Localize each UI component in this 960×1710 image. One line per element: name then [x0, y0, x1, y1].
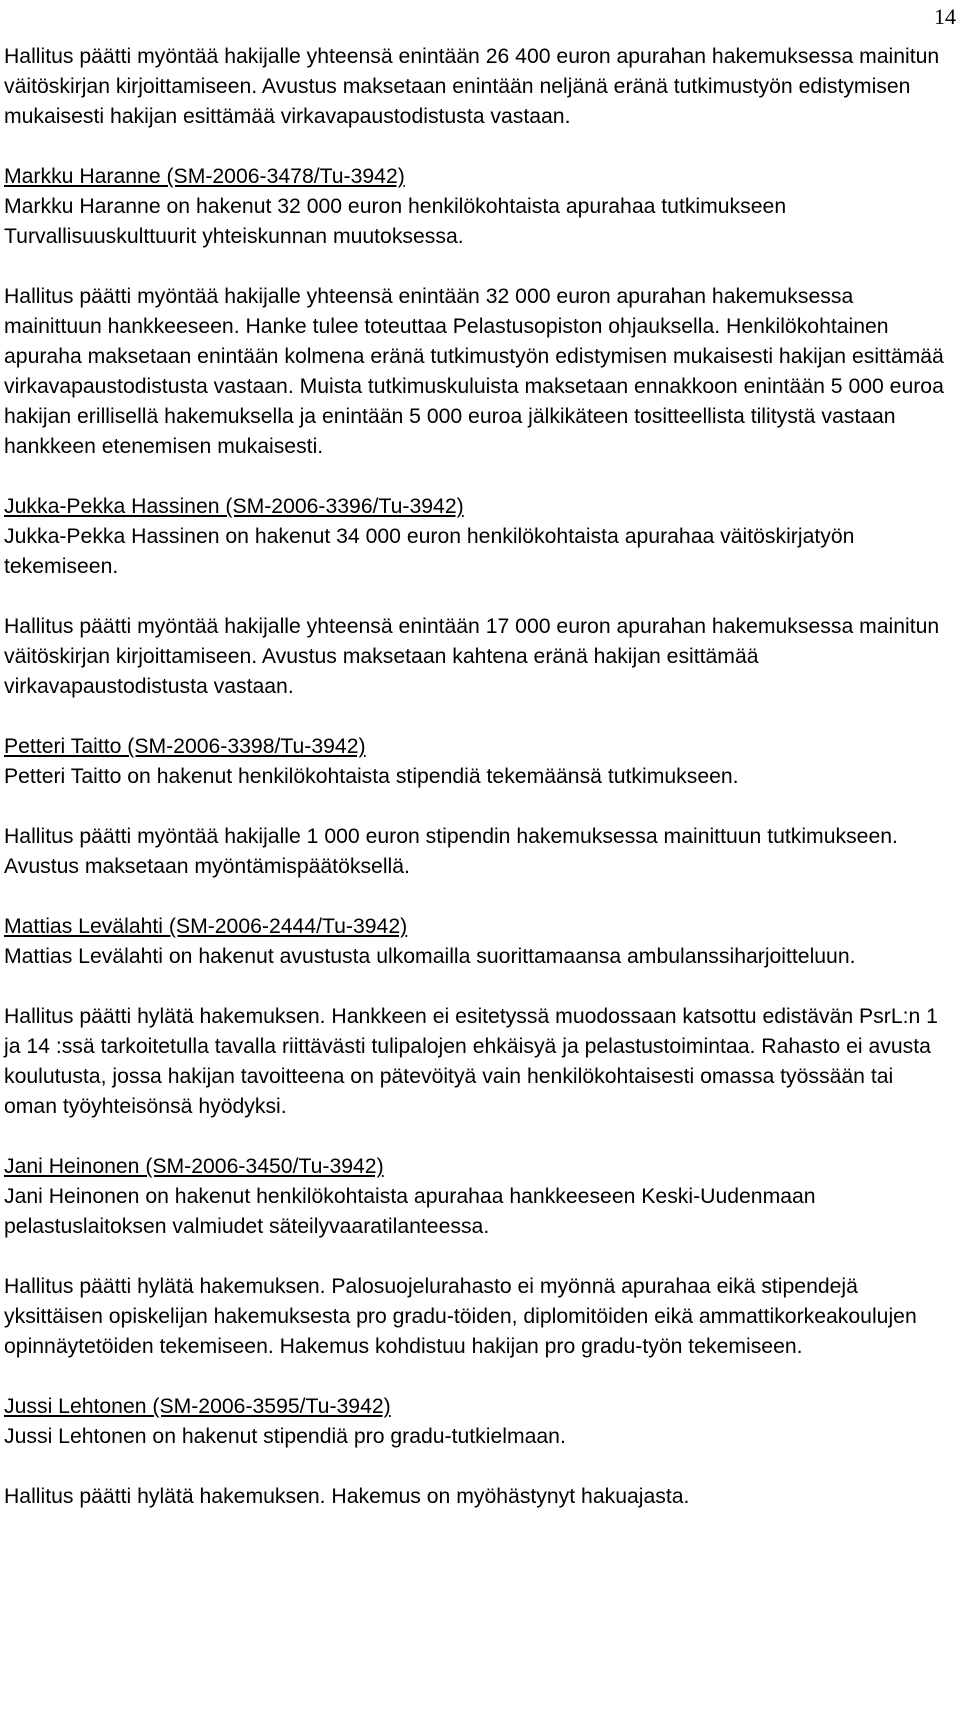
entry-lehtonen [4, 1392, 944, 1452]
entry-haranne [4, 162, 944, 252]
intro-decision-paragraph: Hallitus päätti myöntää hakijalle yhteensä enintään 26 400 euron apurahan hakemuksessa mainitun väitöskirjan kirjoittamiseen. Avustus maksetaan enintään neljänä eränä tutkimustyön edistymisen mukaisesti hakijan esittämää virkavapaustodistusta vastaan. [4, 45, 940, 128]
entry-heading: Mattias Levälahti (SM-2006-2444/Tu-3942) [4, 915, 408, 938]
entry-request: Jussi Lehtonen on hakenut stipendiä pro gradu-tutkielmaan. [4, 1425, 566, 1448]
entry-heading: Markku Haranne (SM-2006-3478/Tu-3942) [4, 165, 405, 188]
entry-heinonen [4, 1152, 944, 1242]
entry-heading: Jukka-Pekka Hassinen (SM-2006-3396/Tu-3942) [4, 495, 464, 518]
entry-decision: Hallitus päätti myöntää hakijalle yhteensä enintään 32 000 euron apurahan hakemuksessa mainittuun hankkeeseen. Hanke tulee toteuttaa Pelastusopiston ohjauksella. Henkilökohtainen apuraha maksetaan enintään kolmena eränä tutkimustyön edistymisen mukaisesti hakijan esittämää virkavapaustodistusta vastaan. Muista tutkimuskuluista maksetaan ennakkoon enintään 5 000 euroa hakijan erillisellä hakemuksella ja enintään 5 000 euroa jälkikäteen tositteellista tilitystä vastaan hankkeen etenemisen mukaisesti. [4, 285, 944, 458]
entry-heading: Petteri Taitto (SM-2006-3398/Tu-3942) [4, 735, 366, 758]
entry-decision: Hallitus päätti hylätä hakemuksen. Hankkeen ei esitetyssä muodossaan katsottu edistävän PsrL:n 1 ja 14 :ssä tarkoitetulla tavalla riittävästi tulipalojen ehkäisyä ja pelastustoimintaa. Rahasto ei avusta koulutusta, jossa hakijan tavoitteena on pätevöityä vain henkilökohtaisesti omassa työssään tai oman työyhteisönsä hyödyksi. [4, 1005, 938, 1118]
entry-decision: Hallitus päätti myöntää hakijalle 1 000 euron stipendin hakemuksessa mainittuun tutkimukseen. Avustus maksetaan myöntämispäätöksellä. [4, 825, 898, 878]
entry-heading: Jussi Lehtonen (SM-2006-3595/Tu-3942) [4, 1395, 391, 1418]
entry-heading: Jani Heinonen (SM-2006-3450/Tu-3942) [4, 1155, 384, 1178]
entry-decision: Hallitus päätti myöntää hakijalle yhteensä enintään 17 000 euron apurahan hakemuksessa mainitun väitöskirjan kirjoittamiseen. Avustus maksetaan kahtena eränä hakijan esittämää virkavapaustodistusta vastaan. [4, 615, 940, 698]
entry-request: Markku Haranne on hakenut 32 000 euron henkilökohtaista apurahaa tutkimukseen Turvallisuuskulttuurit yhteiskunnan muutoksessa. [4, 195, 787, 248]
document-body [4, 42, 944, 1542]
entry-levalahti [4, 912, 944, 972]
entry-request: Jani Heinonen on hakenut henkilökohtaista apurahaa hankkeeseen Keski-Uudenmaan pelastuslaitoksen valmiudet säteilyvaaratilanteessa. [4, 1185, 816, 1238]
entry-decision: Hallitus päätti hylätä hakemuksen. Palosuojelurahasto ei myönnä apurahaa eikä stipendejä yksittäisen opiskelijan hakemuksesta pro gradu-töiden, diplomitöiden eikä ammattikorkeakoulujen opinnäytetöiden tekemiseen. Hakemus kohdistuu hakijan pro gradu-työn tekemiseen. [4, 1275, 917, 1358]
page-number: 14 [934, 4, 956, 29]
entry-request: Mattias Levälahti on hakenut avustusta ulkomailla suorittamaansa ambulanssiharjoitteluun. [4, 945, 856, 968]
entry-taitto [4, 732, 944, 792]
entry-request: Jukka-Pekka Hassinen on hakenut 34 000 euron henkilökohtaista apurahaa väitöskirjatyön tekemiseen. [4, 525, 855, 578]
entry-decision: Hallitus päätti hylätä hakemuksen. Hakemus on myöhästynyt hakuajasta. [4, 1485, 690, 1508]
entry-hassinen [4, 492, 944, 582]
entry-request: Petteri Taitto on hakenut henkilökohtaista stipendiä tekemäänsä tutkimukseen. [4, 765, 739, 788]
